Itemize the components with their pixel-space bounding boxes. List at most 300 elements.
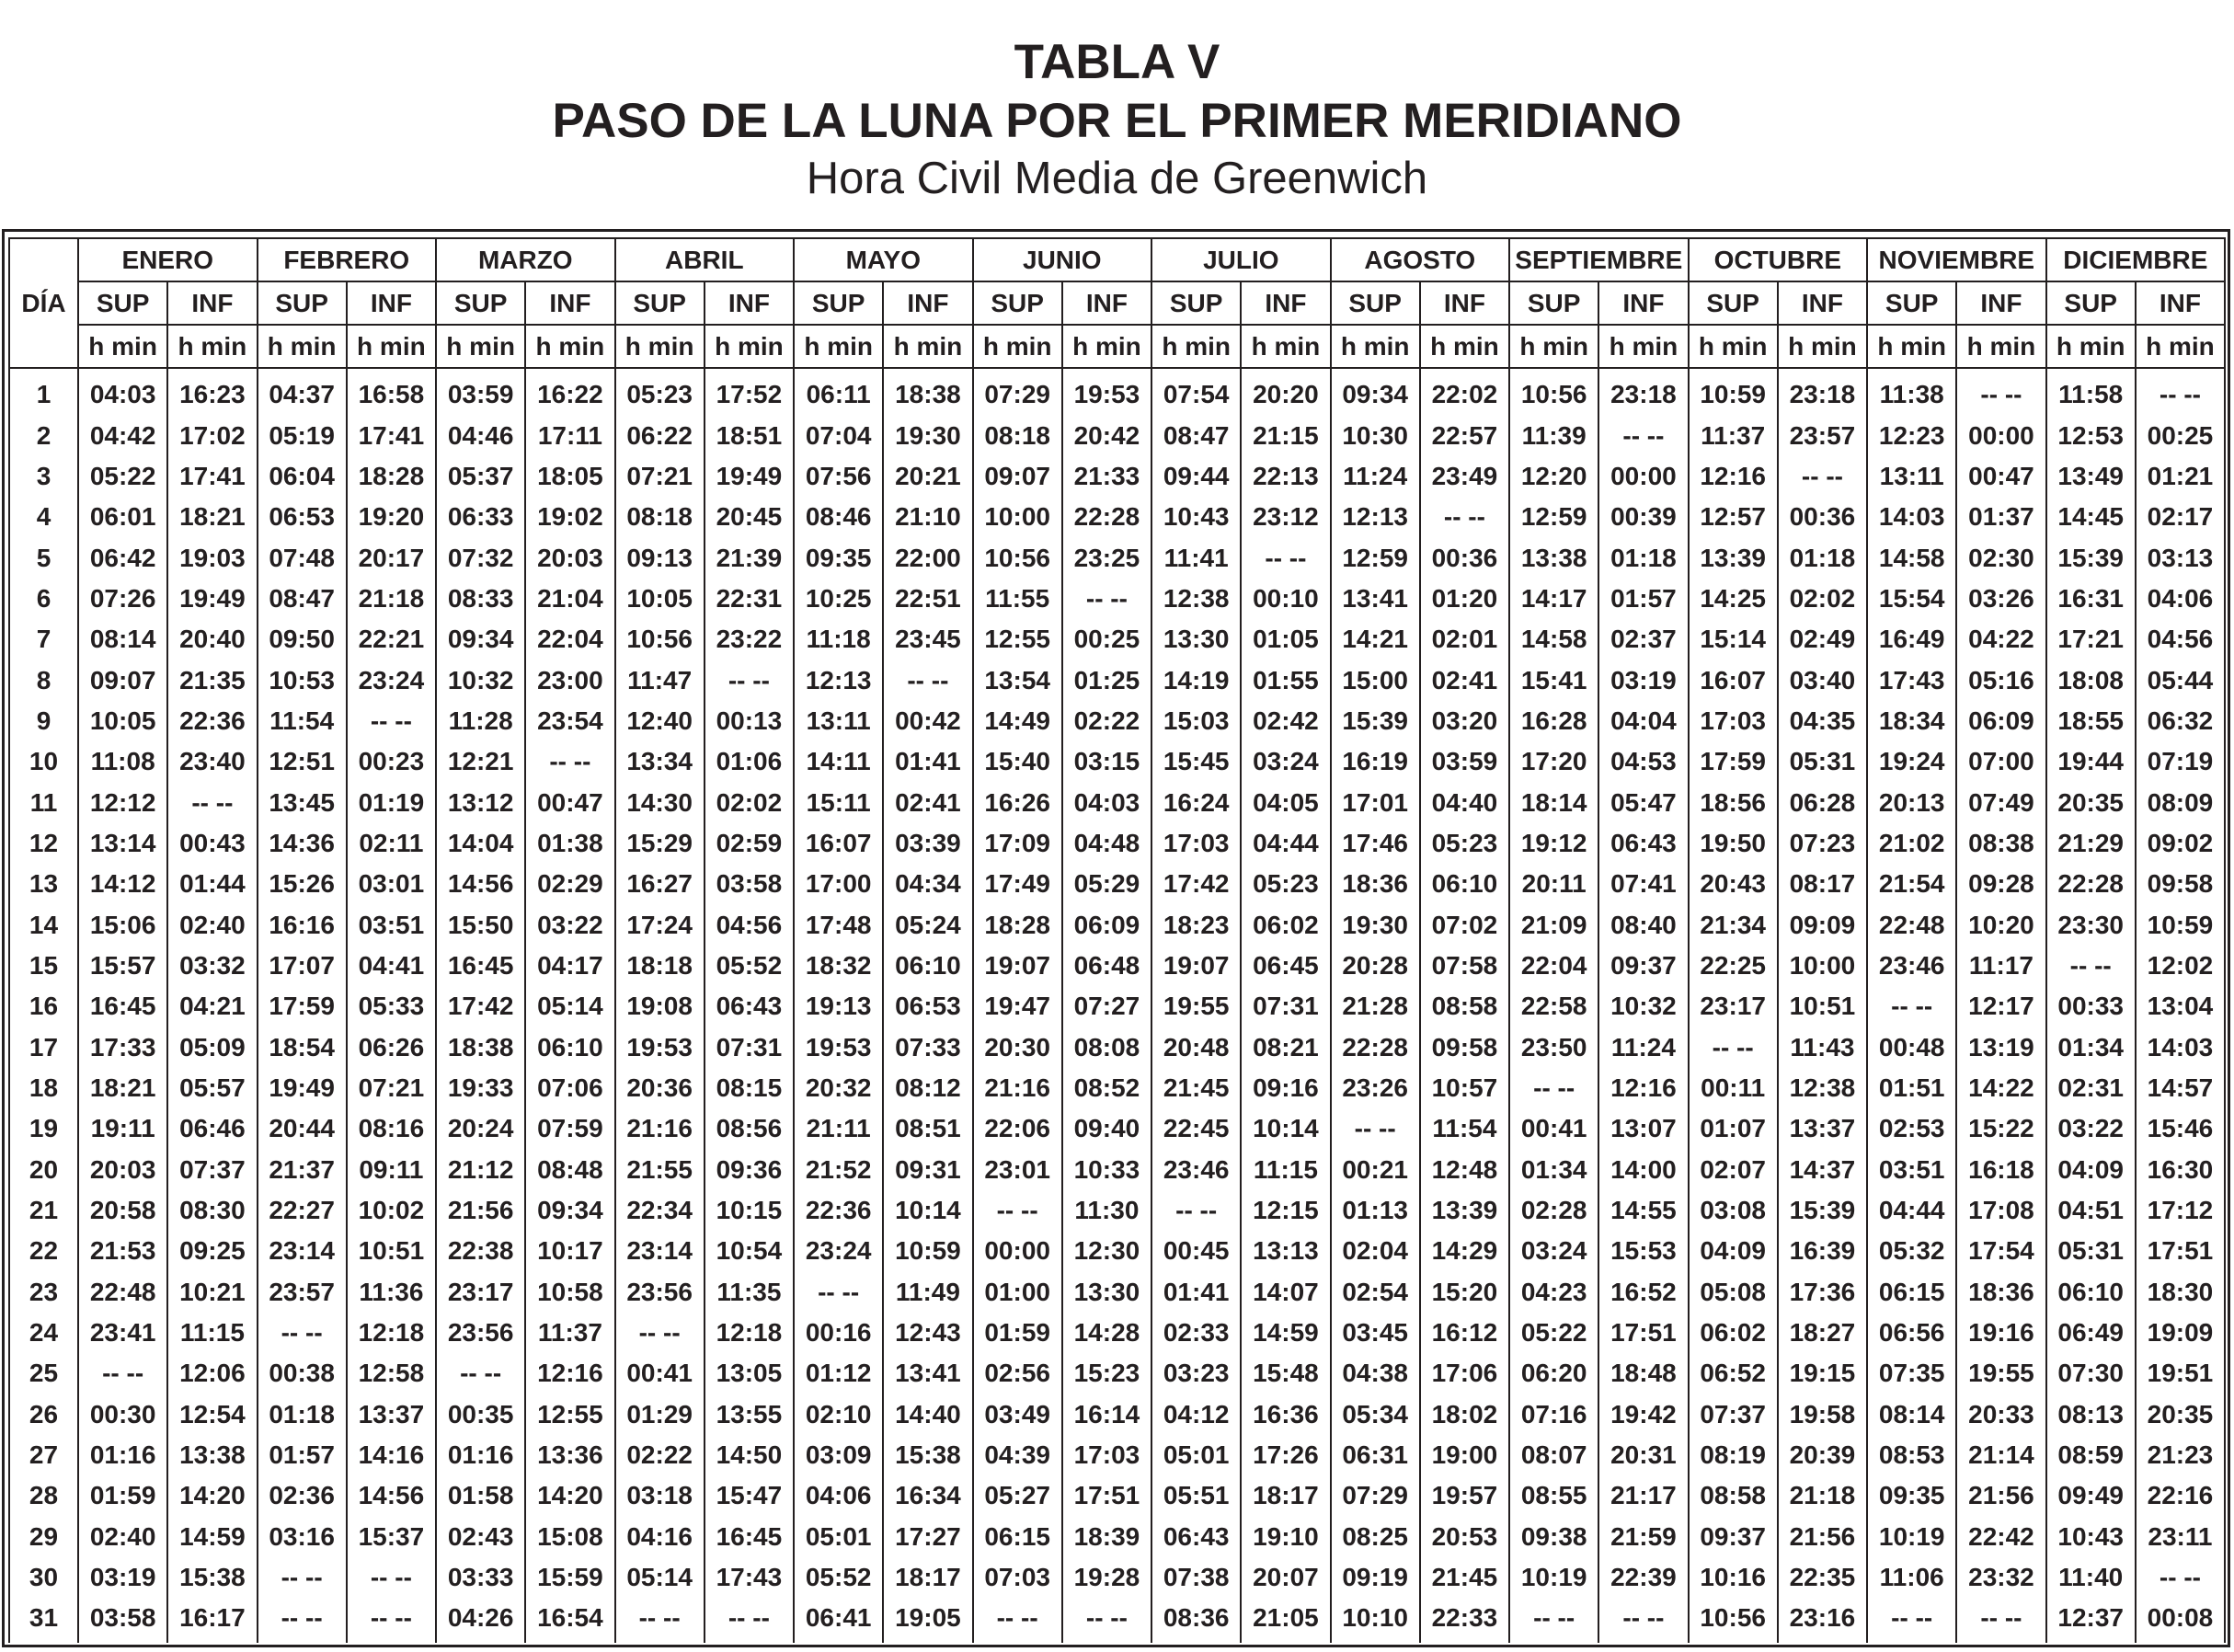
inf-time-cell: 12:58 [347, 1353, 436, 1394]
sup-time-cell: 18:21 [78, 1068, 167, 1108]
inf-time-cell: -- -- [1956, 368, 2045, 415]
table-row [9, 537, 2225, 578]
sup-time-cell: 13:11 [794, 701, 883, 741]
inf-time-cell: -- -- [1956, 1598, 2045, 1642]
sup-time-cell: 13:45 [258, 782, 347, 822]
sup-time-cell: 13:11 [1867, 456, 1956, 497]
inf-time-cell: 04:34 [883, 864, 972, 904]
inf-time-cell: 00:25 [1062, 619, 1151, 660]
inf-time-cell: 12:02 [2136, 946, 2225, 986]
day-cell: 13 [9, 864, 78, 904]
inf-time-cell: 13:07 [1598, 1108, 1688, 1149]
sup-time-cell: 07:26 [78, 579, 167, 619]
sup-time-cell: 01:51 [1867, 1068, 1956, 1108]
inf-time-cell: 05:44 [2136, 660, 2225, 700]
sup-time-cell: 01:59 [973, 1313, 1062, 1353]
sup-time-cell: 09:34 [436, 619, 525, 660]
sup-time-cell: 16:49 [1867, 619, 1956, 660]
inf-time-cell: 21:04 [525, 579, 614, 619]
table-body [9, 368, 2225, 1643]
sup-time-cell: 23:50 [1509, 1027, 1598, 1068]
sup-time-cell: 00:00 [973, 1231, 1062, 1271]
sup-time-cell: 09:07 [973, 456, 1062, 497]
inf-time-cell: 05:23 [1420, 823, 1509, 864]
sup-time-cell: 13:12 [436, 782, 525, 822]
unit-header: h min [1689, 325, 1778, 368]
sup-header: SUP [1151, 281, 1241, 325]
inf-time-cell: 22:31 [705, 579, 794, 619]
inf-time-cell: 18:38 [883, 368, 972, 415]
inf-time-cell: 12:38 [1778, 1068, 1867, 1108]
day-cell: 17 [9, 1027, 78, 1068]
inf-time-cell: 09:34 [525, 1190, 614, 1231]
inf-time-cell: 19:42 [1598, 1394, 1688, 1435]
table-row [9, 864, 2225, 904]
inf-time-cell: 20:03 [525, 537, 614, 578]
day-cell: 7 [9, 619, 78, 660]
inf-time-cell: 03:59 [1420, 741, 1509, 782]
inf-time-cell: 05:09 [167, 1027, 257, 1068]
inf-time-cell: 19:00 [1420, 1435, 1509, 1475]
inf-time-cell: 17:51 [1062, 1475, 1151, 1516]
sup-time-cell: 05:22 [78, 456, 167, 497]
sup-time-cell: 16:31 [2046, 579, 2136, 619]
inf-time-cell: 08:38 [1956, 823, 2045, 864]
inf-time-cell: -- -- [2136, 368, 2225, 415]
sup-time-cell: 08:55 [1509, 1475, 1598, 1516]
sup-time-cell: 06:01 [78, 497, 167, 537]
inf-time-cell: 06:02 [1241, 904, 1330, 945]
sup-time-cell: 01:16 [436, 1435, 525, 1475]
unit-header: h min [2136, 325, 2225, 368]
sup-time-cell: 08:58 [1689, 1475, 1778, 1516]
inf-time-cell: 00:39 [1598, 497, 1688, 537]
sup-time-cell: 21:12 [436, 1150, 525, 1190]
inf-time-cell: 16:14 [1062, 1394, 1151, 1435]
inf-time-cell: 20:42 [1062, 415, 1151, 455]
inf-time-cell: 16:34 [883, 1475, 972, 1516]
sup-time-cell: 07:32 [436, 537, 525, 578]
inf-time-cell: 09:02 [2136, 823, 2225, 864]
inf-time-cell: 16:12 [1420, 1313, 1509, 1353]
sup-inf-header-row [9, 281, 2225, 325]
sup-time-cell: 22:28 [1331, 1027, 1420, 1068]
inf-time-cell: 12:15 [1241, 1190, 1330, 1231]
inf-time-cell: 10:14 [883, 1190, 972, 1231]
sup-time-cell: 22:34 [615, 1190, 705, 1231]
sup-time-cell: 22:25 [1689, 946, 1778, 986]
inf-time-cell: 19:15 [1778, 1353, 1867, 1394]
sup-time-cell: 19:47 [973, 986, 1062, 1027]
inf-time-cell: 10:57 [1420, 1068, 1509, 1108]
inf-time-cell: 03:40 [1778, 660, 1867, 700]
sup-time-cell: 02:10 [794, 1394, 883, 1435]
sup-time-cell: 07:35 [1867, 1353, 1956, 1394]
inf-time-cell: 10:02 [347, 1190, 436, 1231]
inf-time-cell: 19:16 [1956, 1313, 2045, 1353]
sup-time-cell: 21:52 [794, 1150, 883, 1190]
sup-time-cell: 07:29 [1331, 1475, 1420, 1516]
month-header: MARZO [436, 238, 615, 281]
day-cell: 21 [9, 1190, 78, 1231]
inf-time-cell: 05:52 [705, 946, 794, 986]
inf-time-cell: 06:43 [1598, 823, 1688, 864]
sup-time-cell: 02:56 [973, 1353, 1062, 1394]
day-cell: 24 [9, 1313, 78, 1353]
inf-time-cell: 22:51 [883, 579, 972, 619]
sup-time-cell: 12:40 [615, 701, 705, 741]
day-cell: 1 [9, 368, 78, 415]
sup-time-cell: 17:07 [258, 946, 347, 986]
sup-time-cell: 03:16 [258, 1517, 347, 1557]
sup-time-cell: 10:19 [1867, 1517, 1956, 1557]
sup-time-cell: 06:42 [78, 537, 167, 578]
sup-time-cell: -- -- [258, 1557, 347, 1598]
inf-time-cell: 19:28 [1062, 1557, 1151, 1598]
sup-time-cell: 00:45 [1151, 1231, 1241, 1271]
table-row [9, 701, 2225, 741]
inf-time-cell: 03:22 [525, 904, 614, 945]
sup-time-cell: 21:29 [2046, 823, 2136, 864]
sup-time-cell: 19:24 [1867, 741, 1956, 782]
sup-time-cell: -- -- [615, 1313, 705, 1353]
sup-time-cell: 17:59 [258, 986, 347, 1027]
sup-time-cell: 16:19 [1331, 741, 1420, 782]
inf-time-cell: 18:30 [2136, 1272, 2225, 1313]
inf-time-cell: 14:20 [525, 1475, 614, 1516]
inf-time-cell: 13:41 [883, 1353, 972, 1394]
inf-time-cell: 02:49 [1778, 619, 1867, 660]
inf-time-cell: 02:37 [1598, 619, 1688, 660]
sup-time-cell: 23:17 [436, 1272, 525, 1313]
sup-time-cell: 17:48 [794, 904, 883, 945]
sup-time-cell: 10:30 [1331, 415, 1420, 455]
sup-time-cell: 03:45 [1331, 1313, 1420, 1353]
sup-time-cell: 01:18 [258, 1394, 347, 1435]
sup-time-cell: 17:21 [2046, 619, 2136, 660]
sup-time-cell: 05:14 [615, 1557, 705, 1598]
inf-time-cell: 02:59 [705, 823, 794, 864]
inf-time-cell: 13:04 [2136, 986, 2225, 1027]
inf-time-cell: 10:51 [347, 1231, 436, 1271]
sup-time-cell: -- -- [1331, 1108, 1420, 1149]
inf-time-cell: 08:12 [883, 1068, 972, 1108]
sup-time-cell: 17:03 [1151, 823, 1241, 864]
inf-time-cell: 20:45 [705, 497, 794, 537]
sup-time-cell: 13:54 [973, 660, 1062, 700]
inf-time-cell: 21:18 [1778, 1475, 1867, 1516]
inf-time-cell: 03:13 [2136, 537, 2225, 578]
sup-header: SUP [436, 281, 525, 325]
day-cell: 10 [9, 741, 78, 782]
title-block [0, 33, 2234, 206]
inf-time-cell: 16:58 [347, 368, 436, 415]
sup-time-cell: 00:11 [1689, 1068, 1778, 1108]
sup-time-cell: 17:33 [78, 1027, 167, 1068]
sup-time-cell: 08:47 [1151, 415, 1241, 455]
inf-time-cell: 06:46 [167, 1108, 257, 1149]
month-header: FEBRERO [258, 238, 437, 281]
inf-time-cell: 05:16 [1956, 660, 2045, 700]
sup-time-cell: 07:16 [1509, 1394, 1598, 1435]
sup-time-cell: 19:12 [1509, 823, 1598, 864]
inf-time-cell: 16:18 [1956, 1150, 2045, 1190]
sup-time-cell: 03:59 [436, 368, 525, 415]
inf-time-cell: 08:56 [705, 1108, 794, 1149]
inf-time-cell: 21:56 [1778, 1517, 1867, 1557]
sup-time-cell: 19:50 [1689, 823, 1778, 864]
sup-time-cell: 07:48 [258, 537, 347, 578]
sup-header: SUP [258, 281, 347, 325]
sup-time-cell: 15:57 [78, 946, 167, 986]
inf-time-cell: 18:05 [525, 456, 614, 497]
inf-time-cell: 01:25 [1062, 660, 1151, 700]
sup-time-cell: 16:45 [78, 986, 167, 1027]
sup-time-cell: 13:39 [1689, 537, 1778, 578]
inf-time-cell: 07:59 [525, 1108, 614, 1149]
inf-time-cell: 06:53 [883, 986, 972, 1027]
inf-time-cell: 04:17 [525, 946, 614, 986]
inf-time-cell: 16:45 [705, 1517, 794, 1557]
sup-time-cell: 02:07 [1689, 1150, 1778, 1190]
inf-time-cell: 03:32 [167, 946, 257, 986]
inf-time-cell: -- -- [1598, 1598, 1688, 1642]
inf-time-cell: 14:28 [1062, 1313, 1151, 1353]
sup-time-cell: 10:56 [1509, 368, 1598, 415]
inf-time-cell: 02:02 [705, 782, 794, 822]
day-cell: 14 [9, 904, 78, 945]
inf-header: INF [883, 281, 972, 325]
sup-time-cell: 08:53 [1867, 1435, 1956, 1475]
sup-time-cell: 16:27 [615, 864, 705, 904]
sup-time-cell: 06:02 [1689, 1313, 1778, 1353]
inf-time-cell: 16:23 [167, 368, 257, 415]
inf-time-cell: 23:16 [1778, 1598, 1867, 1642]
inf-time-cell: 13:30 [1062, 1272, 1151, 1313]
inf-time-cell: 00:10 [1241, 579, 1330, 619]
sup-time-cell: 14:58 [1867, 537, 1956, 578]
sup-time-cell: 08:25 [1331, 1517, 1420, 1557]
inf-time-cell: 07:58 [1420, 946, 1509, 986]
sup-time-cell: 10:19 [1509, 1557, 1598, 1598]
sup-time-cell: 07:54 [1151, 368, 1241, 415]
inf-time-cell: 22:42 [1956, 1517, 2045, 1557]
day-cell: 20 [9, 1150, 78, 1190]
month-header: SEPTIEMBRE [1509, 238, 1689, 281]
sup-time-cell: 06:31 [1331, 1435, 1420, 1475]
sup-time-cell: 03:58 [78, 1598, 167, 1642]
inf-time-cell: 06:10 [525, 1027, 614, 1068]
inf-time-cell: 11:49 [883, 1272, 972, 1313]
inf-time-cell: 15:59 [525, 1557, 614, 1598]
sup-time-cell: 06:10 [2046, 1272, 2136, 1313]
sup-time-cell: 02:40 [78, 1517, 167, 1557]
inf-time-cell: 21:56 [1956, 1475, 2045, 1516]
inf-time-cell: 01:20 [1420, 579, 1509, 619]
sup-time-cell: -- -- [1867, 1598, 1956, 1642]
sup-time-cell: -- -- [2046, 946, 2136, 986]
inf-time-cell: 00:36 [1420, 537, 1509, 578]
inf-time-cell: 01:44 [167, 864, 257, 904]
inf-time-cell: 09:28 [1956, 864, 2045, 904]
sup-header: SUP [615, 281, 705, 325]
inf-time-cell: 21:33 [1062, 456, 1151, 497]
inf-header: INF [1778, 281, 1867, 325]
inf-time-cell: 19:49 [705, 456, 794, 497]
inf-time-cell: 03:24 [1241, 741, 1330, 782]
sup-time-cell: 23:30 [2046, 904, 2136, 945]
inf-time-cell: 02:30 [1956, 537, 2045, 578]
sup-time-cell: 02:31 [2046, 1068, 2136, 1108]
inf-time-cell: 17:26 [1241, 1435, 1330, 1475]
sup-time-cell: 05:01 [794, 1517, 883, 1557]
sup-time-cell: 19:07 [973, 946, 1062, 986]
inf-time-cell: 04:06 [2136, 579, 2225, 619]
sup-time-cell: -- -- [1509, 1598, 1598, 1642]
day-cell: 2 [9, 415, 78, 455]
sup-time-cell: -- -- [1867, 986, 1956, 1027]
unit-header: h min [794, 325, 883, 368]
month-header: AGOSTO [1331, 238, 1510, 281]
sup-time-cell: -- -- [973, 1190, 1062, 1231]
sup-time-cell: 21:09 [1509, 904, 1598, 945]
inf-time-cell: 21:17 [1598, 1475, 1688, 1516]
inf-time-cell: 21:59 [1598, 1517, 1688, 1557]
sup-time-cell: 05:51 [1151, 1475, 1241, 1516]
inf-time-cell: 21:45 [1420, 1557, 1509, 1598]
table-row [9, 660, 2225, 700]
sup-time-cell: -- -- [1509, 1068, 1598, 1108]
sup-time-cell: 16:24 [1151, 782, 1241, 822]
sup-time-cell: 17:03 [1689, 701, 1778, 741]
inf-time-cell: 20:07 [1241, 1557, 1330, 1598]
inf-time-cell: -- -- [167, 782, 257, 822]
sup-time-cell: 14:58 [1509, 619, 1598, 660]
sup-time-cell: 01:41 [1151, 1272, 1241, 1313]
sup-header: SUP [1867, 281, 1956, 325]
sup-time-cell: -- -- [1689, 1027, 1778, 1068]
sup-time-cell: 09:50 [258, 619, 347, 660]
day-cell: 25 [9, 1353, 78, 1394]
sup-time-cell: 20:24 [436, 1108, 525, 1149]
sup-time-cell: 11:39 [1509, 415, 1598, 455]
inf-time-cell: 12:16 [1598, 1068, 1688, 1108]
table-row [9, 1272, 2225, 1313]
sup-header: SUP [794, 281, 883, 325]
sup-time-cell: 23:17 [1689, 986, 1778, 1027]
unit-header: h min [78, 325, 167, 368]
inf-time-cell: 01:57 [1598, 579, 1688, 619]
sup-time-cell: 06:56 [1867, 1313, 1956, 1353]
inf-time-cell: 00:47 [525, 782, 614, 822]
inf-time-cell: 04:22 [1956, 619, 2045, 660]
inf-time-cell: 01:18 [1778, 537, 1867, 578]
inf-time-cell: 10:00 [1778, 946, 1867, 986]
sup-time-cell: 05:31 [2046, 1231, 2136, 1271]
day-cell: 4 [9, 497, 78, 537]
sup-time-cell: 23:57 [258, 1272, 347, 1313]
inf-time-cell: 15:23 [1062, 1353, 1151, 1394]
inf-time-cell: 20:20 [1241, 368, 1330, 415]
inf-time-cell: 08:09 [2136, 782, 2225, 822]
table-title: TABLA V [1014, 35, 1220, 89]
sup-time-cell: 05:19 [258, 415, 347, 455]
sup-time-cell: 10:05 [78, 701, 167, 741]
inf-time-cell: 18:17 [883, 1557, 972, 1598]
inf-time-cell: 14:55 [1598, 1190, 1688, 1231]
unit-header: h min [1420, 325, 1509, 368]
inf-time-cell: -- -- [347, 701, 436, 741]
sup-time-cell: 11:08 [78, 741, 167, 782]
inf-time-cell: 22:33 [1420, 1598, 1509, 1642]
inf-time-cell: 02:29 [525, 864, 614, 904]
sup-time-cell: 15:11 [794, 782, 883, 822]
inf-time-cell: 21:35 [167, 660, 257, 700]
inf-time-cell: 15:08 [525, 1517, 614, 1557]
sup-time-cell: 04:37 [258, 368, 347, 415]
sup-time-cell: 12:21 [436, 741, 525, 782]
sup-time-cell: 08:47 [258, 579, 347, 619]
inf-time-cell: 19:02 [525, 497, 614, 537]
inf-time-cell: 18:48 [1598, 1353, 1688, 1394]
sup-time-cell: 22:06 [973, 1108, 1062, 1149]
table-row [9, 1394, 2225, 1435]
sup-time-cell: 04:23 [1509, 1272, 1598, 1313]
sup-time-cell: 16:16 [258, 904, 347, 945]
inf-time-cell: 06:48 [1062, 946, 1151, 986]
sup-time-cell: 19:30 [1331, 904, 1420, 945]
sup-time-cell: 09:49 [2046, 1475, 2136, 1516]
sup-time-cell: 14:21 [1331, 619, 1420, 660]
inf-time-cell: 02:22 [1062, 701, 1151, 741]
sup-time-cell: 04:44 [1867, 1190, 1956, 1231]
inf-time-cell: 09:31 [883, 1150, 972, 1190]
inf-time-cell: 11:15 [167, 1313, 257, 1353]
sup-time-cell: 18:34 [1867, 701, 1956, 741]
unit-header: h min [1241, 325, 1330, 368]
inf-time-cell: 20:31 [1598, 1435, 1688, 1475]
sup-time-cell: 05:32 [1867, 1231, 1956, 1271]
sup-time-cell: 03:18 [615, 1475, 705, 1516]
sup-time-cell: 23:56 [615, 1272, 705, 1313]
inf-time-cell: 09:11 [347, 1150, 436, 1190]
inf-time-cell: -- -- [883, 660, 972, 700]
inf-time-cell: 00:47 [1956, 456, 2045, 497]
sup-time-cell: 18:55 [2046, 701, 2136, 741]
inf-time-cell: 15:53 [1598, 1231, 1688, 1271]
sup-time-cell: 08:13 [2046, 1394, 2136, 1435]
inf-time-cell: 12:30 [1062, 1231, 1151, 1271]
sup-time-cell: 07:30 [2046, 1353, 2136, 1394]
inf-time-cell: 00:00 [1598, 456, 1688, 497]
sup-time-cell: 18:14 [1509, 782, 1598, 822]
sup-time-cell: 12:53 [2046, 415, 2136, 455]
inf-time-cell: 03:19 [1598, 660, 1688, 700]
sup-time-cell: 10:53 [258, 660, 347, 700]
inf-time-cell: 16:52 [1598, 1272, 1688, 1313]
inf-time-cell: 02:17 [2136, 497, 2225, 537]
sup-time-cell: 23:41 [78, 1313, 167, 1353]
inf-time-cell: 21:05 [1241, 1598, 1330, 1642]
sup-time-cell: -- -- [973, 1598, 1062, 1642]
inf-time-cell: 07:06 [525, 1068, 614, 1108]
sup-time-cell: 02:43 [436, 1517, 525, 1557]
sup-time-cell: -- -- [794, 1272, 883, 1313]
sup-time-cell: 15:45 [1151, 741, 1241, 782]
sup-time-cell: 18:23 [1151, 904, 1241, 945]
inf-time-cell: 14:37 [1778, 1150, 1867, 1190]
inf-time-cell: 17:54 [1956, 1231, 2045, 1271]
